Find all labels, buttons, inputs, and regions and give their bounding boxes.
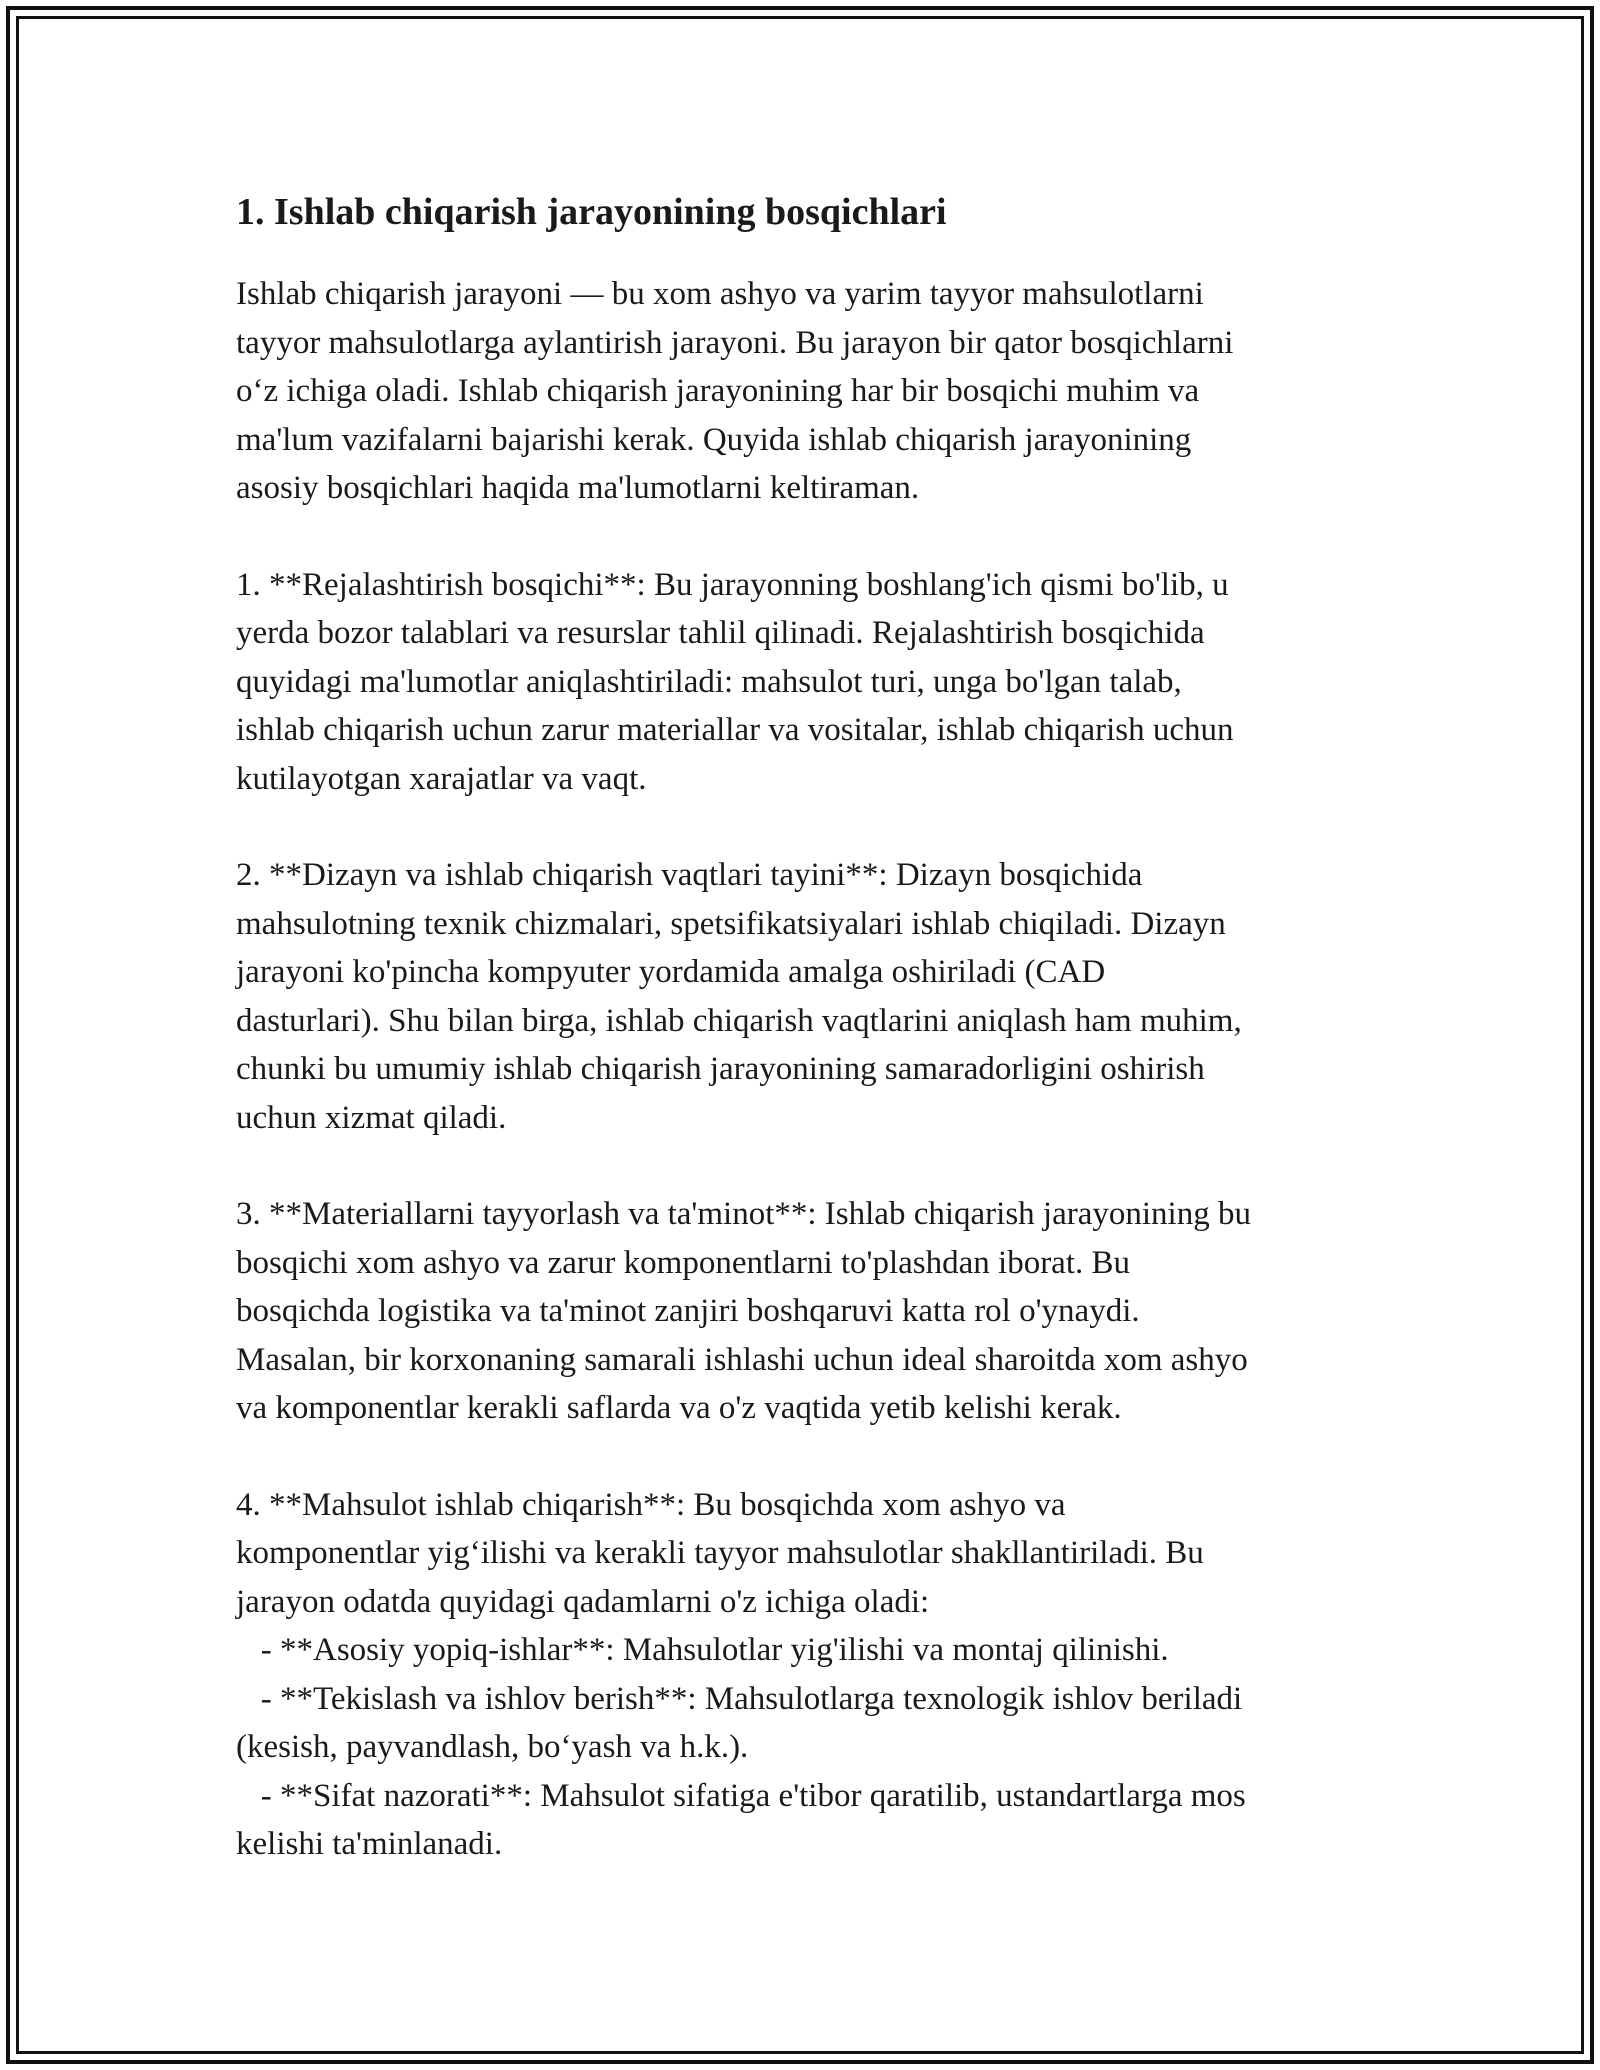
document-body [236,188,1366,1869]
sub-item-line: - **Tekislash va ishlov berish**: Mahsulotlarga texnologik ishlov beriladi [236,1680,1243,1717]
text-line: tayyor mahsulotlarga aylantirish jarayoni. Bu jarayon bir qator bosqichlarni [236,324,1234,361]
text-line: jarayon odatda quyidagi qadamlarni o'z ichiga oladi: [236,1583,930,1620]
intro-paragraph [236,270,1366,513]
stage-2-paragraph [236,851,1366,1142]
text-line: chunki bu umumiy ishlab chiqarish jarayonining samaradorligini oshirish [236,1051,1205,1087]
text-line: asosiy bosqichlari haqida ma'lumotlarni keltiraman. [236,470,920,506]
text-line: ishlab chiqarish uchun zarur materiallar va vositalar, ishlab chiqarish uchun [236,712,1234,748]
text-line: mahsulotning texnik chizmalari, spetsifikatsiyalari ishlab chiqiladi. Dizayn [236,905,1226,942]
text-line: (kesish, payvandlash, bo‘yash va h.k.). [236,1729,749,1765]
text-line: o‘z ichiga oladi. Ishlab chiqarish jarayonining har bir bosqichi muhim va [236,373,1200,409]
text-line: kelishi ta'minlanadi. [236,1826,503,1862]
text-line: Ishlab chiqarish jarayoni — bu xom ashyo va yarim tayyor mahsulotlarni [236,276,1204,312]
text-line: jarayoni ko'pincha kompyuter yordamida amalga oshiriladi (CAD [236,954,1106,990]
text-line: bosqichda logistika va ta'minot zanjiri boshqaruvi katta rol o'ynaydi. [236,1293,1140,1329]
sub-item-line: - **Asosiy yopiq-ishlar**: Mahsulotlar yig'ilishi va montaj qilinishi. [236,1632,1169,1668]
text-line: 1. **Rejalashtirish bosqichi**: Bu jarayonning boshlang'ich qismi bo'lib, u [236,566,1229,603]
text-line: dasturlari). Shu bilan birga, ishlab chiqarish vaqtlarini aniqlash ham muhim, [236,1002,1242,1039]
text-line: yerda bozor talablari va resurslar tahlil qilinadi. Rejalashtirish bosqichida [236,615,1205,651]
text-line: ma'lum vazifalarni bajarishi kerak. Quyida ishlab chiqarish jarayonining [236,421,1192,458]
text-line: uchun xizmat qiladi. [236,1099,507,1136]
text-line: quyidagi ma'lumotlar aniqlashtiriladi: mahsulot turi, unga bo'lgan talab, [236,663,1182,700]
stage-4-paragraph [236,1481,1366,1869]
stage-1-paragraph [236,561,1366,804]
stage-3-paragraph [236,1190,1366,1433]
text-line: Masalan, bir korxonaning samarali ishlashi uchun ideal sharoitda xom ashyo [236,1341,1248,1378]
document-title: 1. Ishlab chiqarish jarayonining bosqichlari [236,191,947,233]
sub-item-line: - **Sifat nazorati**: Mahsulot sifatiga e'tibor qaratilib, ustandartlarga mos [236,1777,1246,1814]
text-line: 3. **Materiallarni tayyorlash va ta'minot**: Ishlab chiqarish jarayonining bu [236,1196,1251,1232]
text-line: 2. **Dizayn va ishlab chiqarish vaqtlari tayini**: Dizayn bosqichida [236,857,1143,893]
text-line: va komponentlar kerakli saflarda va o'z vaqtida yetib kelishi kerak. [236,1390,1122,1426]
text-line: kutilayotgan xarajatlar va vaqt. [236,760,647,797]
text-line: 4. **Mahsulot ishlab chiqarish**: Bu bosqichda xom ashyo va [236,1486,1066,1523]
text-line: bosqichi xom ashyo va zarur komponentlarni to'plashdan iborat. Bu [236,1244,1131,1281]
text-line: komponentlar yig‘ilishi va kerakli tayyor mahsulotlar shakllantiriladi. Bu [236,1535,1204,1571]
